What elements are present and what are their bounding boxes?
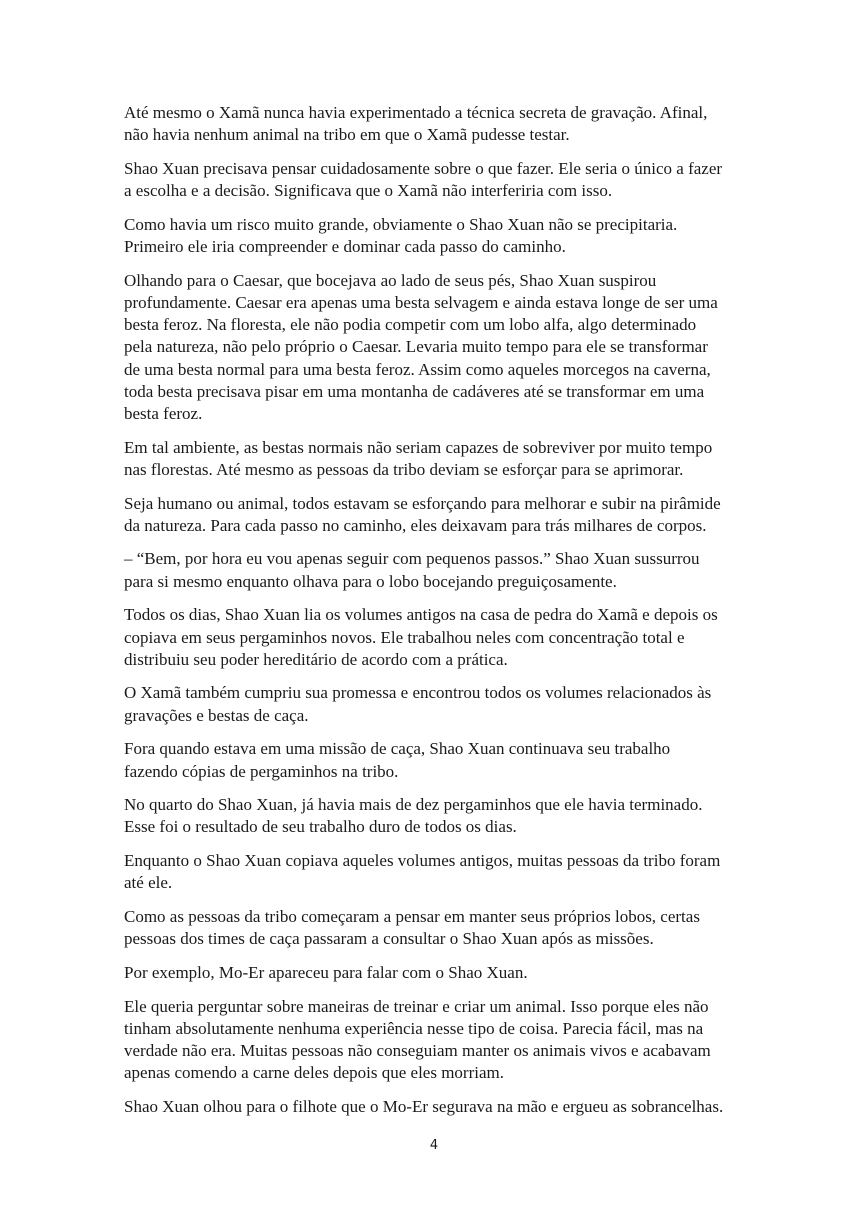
paragraph: Enquanto o Shao Xuan copiava aqueles volumes antigos, muitas pessoas da tribo foram até ele. bbox=[124, 851, 721, 893]
paragraph: Olhando para o Caesar, que bocejava ao lado de seus pés, Shao Xuan suspirou profundamente. Caesar era apenas uma besta selvagem e ainda estava longe de ser uma besta feroz. Na floresta, ele não podia competir com um lobo alfa, algo determinado pela natureza, não pelo próprio o Caesar. Levaria muito tempo para ele se transformar de uma besta normal para uma besta feroz. Assim como aqueles morcegos na caverna, toda besta precisava pisar em uma montanha de cadáveres até se transformar em uma besta feroz. bbox=[124, 270, 718, 423]
paragraph: O Xamã também cumpriu sua promessa e encontrou todos os volumes relacionados às gravações e bestas de caça. bbox=[124, 683, 712, 725]
paragraph: Como havia um risco muito grande, obviamente o Shao Xuan não se precipitaria. Primeiro ele iria compreender e dominar cada passo do caminho. bbox=[124, 214, 678, 257]
body-text bbox=[124, 102, 748, 1130]
paragraph: Shao Xuan olhou para o filhote que o Mo-Er segurava na mão e ergueu as sobrancelhas. bbox=[124, 1097, 724, 1117]
paragraph: – “Bem, por hora eu vou apenas seguir com pequenos passos.” Shao Xuan sussurrou para si mesmo enquanto olhava para o lobo bocejando preguiçosamente. bbox=[124, 549, 700, 591]
paragraph: Até mesmo o Xamã nunca havia experimentado a técnica secreta de gravação. Afinal, não havia nenhum animal na tribo em que o Xamã pudesse testar. bbox=[124, 103, 708, 145]
paragraph: Como as pessoas da tribo começaram a pensar em manter seus próprios lobos, certas pessoas dos times de caça passaram a consultar o Shao Xuan após as missões. bbox=[124, 907, 700, 949]
paragraph: Todos os dias, Shao Xuan lia os volumes antigos na casa de pedra do Xamã e depois os copiava em seus pergaminhos novos. Ele trabalhou neles com concentração total e distribuiu seu poder hereditário de acordo com a prática. bbox=[124, 605, 718, 669]
paragraph: Por exemplo, Mo-Er apareceu para falar com o Shao Xuan. bbox=[124, 963, 528, 982]
paragraph: Seja humano ou animal, todos estavam se esforçando para melhorar e subir na pirâmide da natureza. Para cada passo no caminho, eles deixavam para trás milhares de corpos. bbox=[124, 493, 721, 535]
paragraph: Shao Xuan precisava pensar cuidadosamente sobre o que fazer. Ele seria o único a fazer a escolha e a decisão. Significava que o Xamã não interferiria com isso. bbox=[124, 158, 723, 201]
paragraph: Fora quando estava em uma missão de caça, Shao Xuan continuava seu trabalho fazendo cópias de pergaminhos na tribo. bbox=[124, 739, 671, 781]
paragraph: No quarto do Shao Xuan, já havia mais de dez pergaminhos que ele havia terminado. Esse foi o resultado de seu trabalho duro de todos os dias. bbox=[124, 795, 703, 837]
paragraph: Ele queria perguntar sobre maneiras de treinar e criar um animal. Isso porque eles não tinham absolutamente nenhuma experiência nesse tipo de coisa. Parecia fácil, mas na verdade não era. Muitas pessoas não conseguiam manter os animais vivos e acabavam apenas comendo a carne deles depois que eles morriam. bbox=[124, 996, 711, 1083]
paragraph: Em tal ambiente, as bestas normais não seriam capazes de sobreviver por muito tempo nas florestas. Até mesmo as pessoas da tribo deviam se esforçar para se aprimorar. bbox=[124, 437, 713, 479]
page-number: 4 bbox=[429, 1138, 439, 1153]
